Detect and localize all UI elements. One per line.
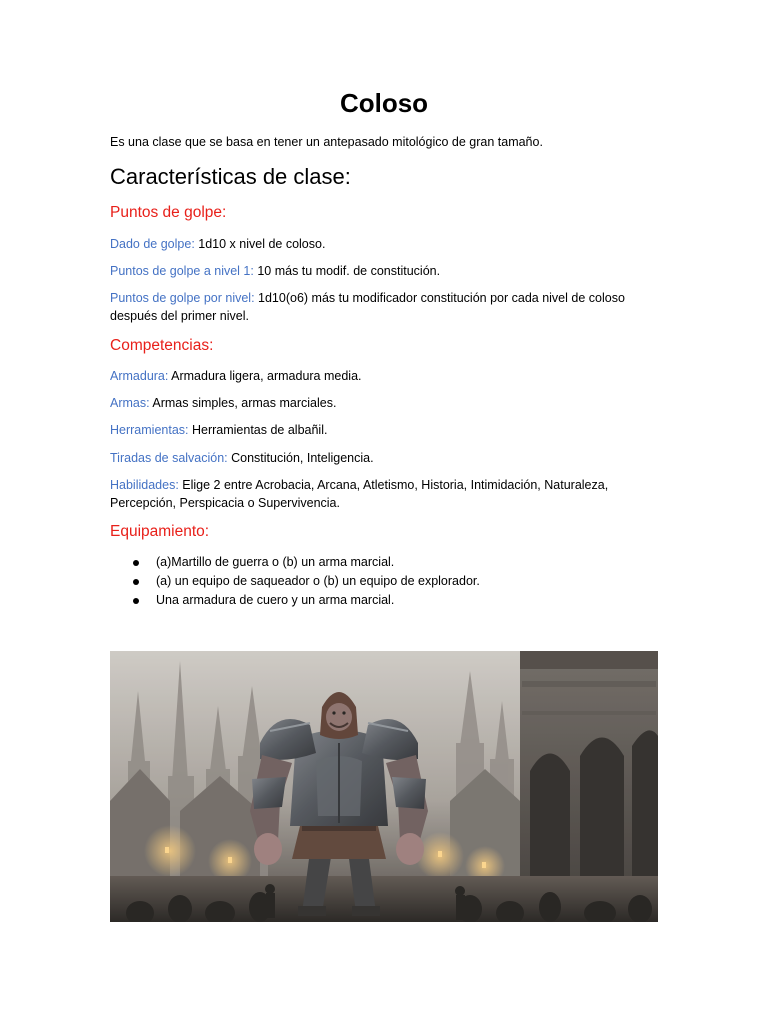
proficiencies-heading: Competencias: — [110, 337, 214, 354]
weapons-label: Armas: — [110, 396, 150, 410]
equipment-heading: Equipamiento: — [110, 523, 210, 540]
list-item — [110, 553, 658, 572]
bullet-icon — [133, 560, 139, 566]
hit-die-value: 1d10 x nivel de coloso. — [194, 237, 326, 251]
skills-paragraph — [110, 476, 658, 512]
intro-paragraph: Es una clase que se basa en tener un antepasado mitológico de gran tamaño. — [110, 135, 543, 149]
tools-value: Herramientas de albañil. — [188, 423, 328, 437]
hit-die-label: Dado de golpe: — [110, 237, 195, 251]
hit-points-heading: Puntos de golpe: — [110, 204, 227, 221]
section-heading: Características de clase: — [110, 164, 351, 189]
bullet-icon — [133, 579, 139, 585]
saving-throws-paragraph — [110, 449, 658, 467]
higher-levels-hp-paragraph — [110, 289, 658, 325]
document-title: Coloso — [339, 88, 429, 118]
skills-value: Elige 2 entre Acrobacia, Arcana, Atletismo, Historia, Intimidación, Naturaleza, Percepción, Perspicacia o Supervivencia. — [110, 478, 609, 510]
skills-label: Habilidades: — [110, 478, 179, 492]
first-level-hp-value: 10 más tu modif. de constitución. — [253, 264, 441, 278]
equipment-item-text: (a)Martillo de guerra o (b) un arma marcial. — [156, 555, 395, 569]
colossus-illustration — [110, 651, 658, 922]
higher-levels-hp-label: Puntos de golpe por nivel: — [110, 291, 255, 305]
tools-label: Herramientas: — [110, 423, 189, 437]
weapons-paragraph — [110, 394, 658, 412]
weapons-value: Armas simples, armas marciales. — [149, 396, 337, 410]
tools-paragraph — [110, 421, 658, 439]
saving-throws-label: Tiradas de salvación: — [110, 451, 228, 465]
bullet-icon — [133, 598, 139, 604]
equipment-item-text: (a) un equipo de saqueador o (b) un equipo de explorador. — [156, 574, 480, 588]
armor-paragraph — [110, 367, 658, 385]
higher-levels-hp-value: 1d10(o6) más tu modificador constitución por cada nivel de coloso después del primer nivel. — [110, 291, 625, 323]
hit-die-paragraph — [110, 235, 658, 253]
list-item — [110, 572, 658, 591]
first-level-hp-paragraph — [110, 262, 658, 280]
equipment-list — [110, 553, 658, 610]
saving-throws-value: Constitución, Inteligencia. — [227, 451, 374, 465]
armor-value: Armadura ligera, armadura media. — [168, 369, 362, 383]
first-level-hp-label: Puntos de golpe a nivel 1: — [110, 264, 254, 278]
armor-label: Armadura: — [110, 369, 169, 383]
list-item — [110, 591, 658, 610]
equipment-item-text: Una armadura de cuero y un arma marcial. — [156, 593, 395, 607]
